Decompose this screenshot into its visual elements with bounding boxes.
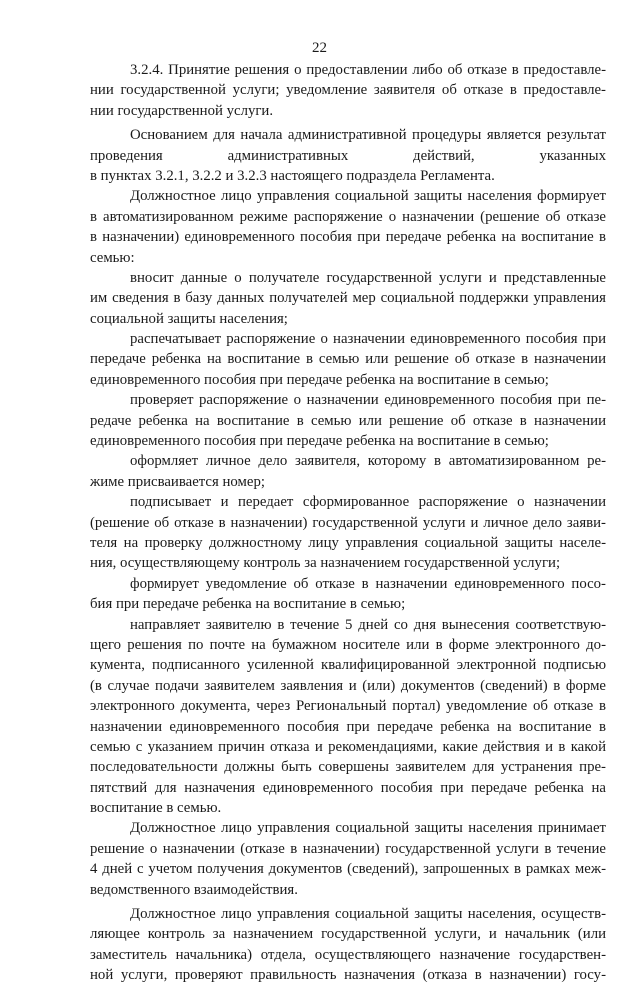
text-line: проверяет распоряжение о назначении единовременного пособия при пе-	[130, 392, 606, 409]
text-line: Должностное лицо управления социальной защиты населения, осуществ-	[130, 906, 606, 923]
text-line: в автоматизированном режиме распоряжение о назначении (решение об отказе	[90, 208, 606, 225]
text-line: редаче ребенка на воспитание в семью или решение об отказе в назначении	[90, 412, 606, 429]
text-line: вносит данные о получателе государственной услуги и представленные	[130, 269, 606, 286]
text-line: распечатывает распоряжение о назначении единовременного пособия при	[130, 331, 606, 348]
text-line: семью:	[90, 249, 135, 266]
text-line: пятствий для назначения единовременного пособия при передаче ребенка на	[90, 779, 606, 796]
text-line: электронного документа, через Региональный портал) уведомление об отказе в	[90, 698, 606, 715]
text-line: нии государственной услуги.	[90, 102, 274, 119]
text-line: ведомственного взаимодействия.	[90, 881, 298, 898]
text-line: подписывает и передает сформированное распоряжение о назначении	[130, 494, 606, 511]
text-line: им сведения в базу данных получателей мер социальной поддержки управления	[90, 290, 606, 307]
page-number: 22	[312, 40, 327, 56]
text-line: 4 дней с учетом получения документов (сведений), запрошенных в рамках меж-	[90, 861, 606, 878]
text-line: Должностное лицо управления социальной защиты населения принимает	[130, 820, 606, 837]
text-line: передаче ребенка на воспитание в семью или решение об отказе в назначении	[90, 351, 606, 368]
text-line: единовременного пособия при передаче ребенка на воспитание в семью;	[90, 433, 549, 450]
text-line: (решение об отказе в назначении) государственной услуги и личное дело заяви-	[90, 514, 606, 531]
text-line: оформляет личное дело заявителя, которому в автоматизированном ре-	[130, 453, 606, 470]
text-line: Должностное лицо управления социальной защиты населения формирует	[130, 188, 606, 205]
text-line: (в случае подачи заявителем заявления и (или) документов (сведений) в форме	[90, 677, 606, 694]
text-line: ния, осуществляющему контроль за назначением государственной услуги;	[90, 555, 561, 572]
text-line: социальной защиты населения;	[90, 310, 288, 327]
text-line: последовательности должны быть совершены заявителем для устранения пре-	[90, 759, 606, 776]
text-line: решение о назначении (отказе в назначении) государственной услуги в течение	[90, 840, 606, 857]
document-body-text	[90, 60, 606, 986]
text-line: проведения административных действий, указанных	[90, 147, 606, 164]
text-line: заместитель начальника) отдела, осуществляющего назначение государствен-	[90, 946, 606, 963]
text-line: Основанием для начала административной процедуры является результат	[130, 127, 606, 144]
text-line: назначении единовременного пособия при передаче ребенка на воспитание в	[90, 718, 606, 735]
text-line: в пунктах 3.2.1, 3.2.2 и 3.2.3 настоящего подраздела Регламента.	[90, 167, 495, 184]
text-line: формирует уведомление об отказе в назначении единовременного посо-	[130, 575, 606, 592]
text-line: жиме присваивается номер;	[90, 473, 265, 490]
text-line: в назначении) единовременного пособия при передаче ребенка на воспитание в	[90, 229, 606, 246]
text-line: бия при передаче ребенка на воспитание в семью;	[90, 596, 406, 613]
text-line: направляет заявителю в течение 5 дней со дня вынесения соответствую-	[130, 616, 606, 633]
text-line: 3.2.4. Принятие решения о предоставлении либо об отказе в предоставле-	[130, 62, 606, 78]
text-line: воспитание в семью.	[90, 800, 222, 817]
text-line: ляющее контроль за назначением государственной услуги, и начальник (или	[90, 926, 606, 943]
text-line: нии государственной услуги; уведомление заявителя об отказе в предоставле-	[90, 82, 606, 99]
text-line: теля на проверку должностному лицу управления социальной защиты населе-	[90, 534, 606, 551]
text-line: ной услуги, проверяют правильность назначения (отказа в назначении) госу-	[90, 967, 606, 984]
text-line: единовременного пособия при передаче ребенка на воспитание в семью;	[90, 371, 549, 388]
text-line: щего решения по почте на бумажном носителе или в форме электронного до-	[90, 636, 606, 653]
text-line: семью с указанием причин отказа и рекомендациями, какие действия и в какой	[90, 738, 606, 755]
text-line: кумента, подписанного усиленной квалифицированной электронной подписью	[90, 657, 606, 674]
